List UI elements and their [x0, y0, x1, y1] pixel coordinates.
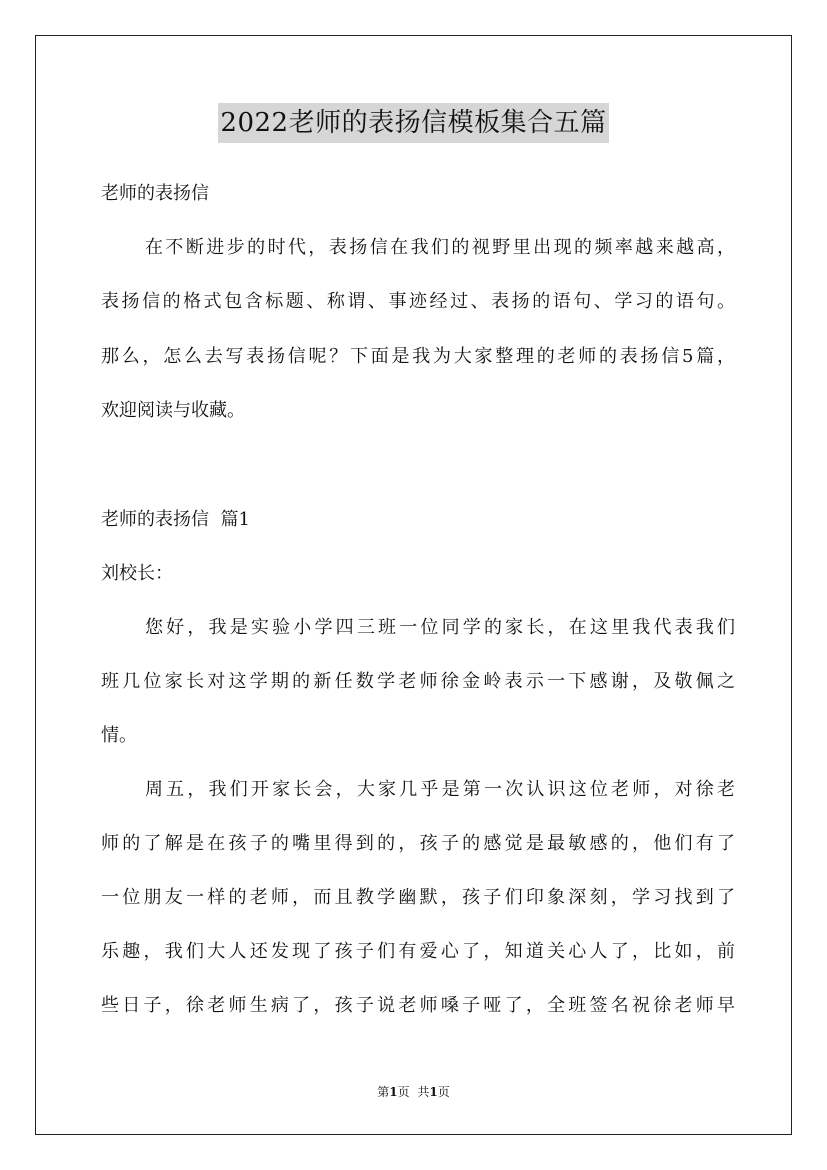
paragraph1-line-1: 您好，我是实验小学四三班一位同学的家长，在这里我代表我们	[145, 617, 735, 638]
intro-line-2: 表扬信的格式包含标题、称谓、事迹经过、表扬的语句、学习的语句。	[101, 291, 735, 312]
footer-page-prefix: 第	[377, 1085, 390, 1099]
footer-page-number: 1	[389, 1085, 398, 1099]
paragraph2-line-5: 些日子，徐老师生病了，孩子说老师嗓子哑了，全班签名祝徐老师早	[101, 995, 735, 1016]
intro-line-3: 那么，怎么去写表扬信呢？下面是我为大家整理的老师的表扬信5篇，	[101, 346, 735, 367]
footer-total-pages: 1	[429, 1085, 438, 1099]
paragraph2-line-3: 一位朋友一样的老师，而且教学幽默，孩子们印象深刻，学习找到了	[101, 887, 735, 908]
footer-total-prefix: 共	[417, 1085, 430, 1099]
paragraph1-line-2: 班几位家长对这学期的新任数学老师徐金岭表示一下感谢，及敬佩之	[101, 671, 735, 692]
salutation: 刘校长：	[101, 563, 173, 584]
page-footer	[0, 1084, 827, 1100]
paragraph2-line-1: 周五，我们开家长会，大家几乎是第一次认识这位老师，对徐老	[145, 779, 735, 800]
paragraph2-line-4: 乐趣，我们大人还发现了孩子们有爱心了，知道关心人了，比如，前	[101, 941, 735, 962]
document-subtitle: 老师的表扬信	[101, 183, 209, 204]
footer-page-suffix: 页	[397, 1085, 410, 1099]
section-heading: 老师的表扬信 篇1	[101, 509, 250, 530]
intro-line-1: 在不断进步的时代，表扬信在我们的视野里出现的频率越来越高，	[145, 237, 735, 258]
paragraph1-line-3: 情。	[101, 725, 137, 746]
footer-total-suffix: 页	[437, 1085, 450, 1099]
intro-line-4: 欢迎阅读与收藏。	[101, 400, 245, 421]
paragraph2-line-2: 师的了解是在孩子的嘴里得到的，孩子的感觉是最敏感的，他们有了	[101, 833, 735, 854]
document-title-text: 2022老师的表扬信模板集合五篇	[218, 103, 608, 143]
document-title	[0, 103, 827, 143]
